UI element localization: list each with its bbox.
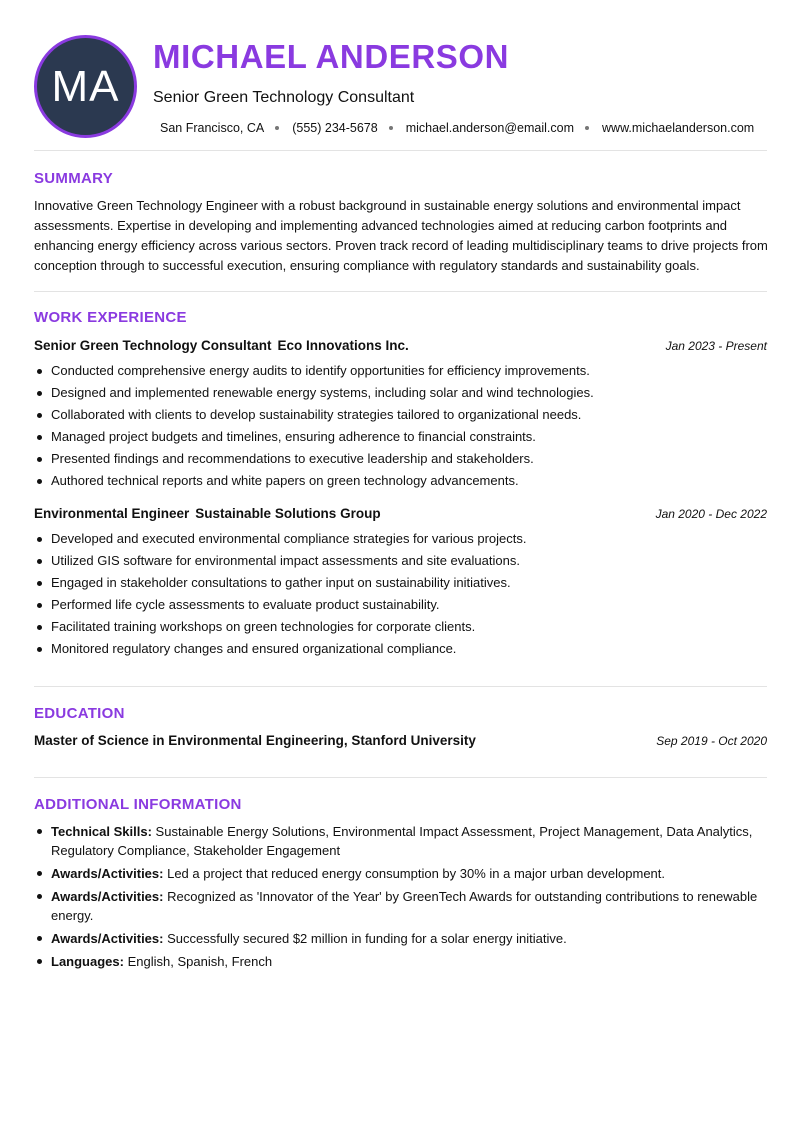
additional-list [34, 822, 767, 975]
education-degree: Master of Science in Environmental Engineering, Stanford University [34, 733, 476, 748]
candidate-title: Senior Green Technology Consultant [153, 89, 415, 106]
info-text: Led a project that reduced energy consumption by 30% in a major urban development. [167, 866, 666, 881]
additional-heading: ADDITIONAL INFORMATION [34, 796, 242, 813]
job-bullets [34, 360, 767, 492]
contact-website[interactable]: www.michaelanderson.com [602, 121, 755, 135]
info-label: Awards/Activities: [51, 889, 164, 904]
avatar-initials: MA [51, 61, 120, 111]
job-dates: Jan 2023 - Present [665, 339, 767, 353]
info-label: Technical Skills: [51, 824, 152, 839]
job-bullets [34, 528, 767, 660]
list-item: Monitored regulatory changes and ensured organizational compliance. [34, 638, 767, 660]
info-text: Recognized as 'Innovator of the Year' by GreenTech Awards for outstanding contributions to renewable energy. [51, 889, 758, 923]
job-role: Senior Green Technology Consultant [34, 338, 272, 353]
job-role: Environmental Engineer [34, 506, 190, 521]
list-item: Developed and executed environmental compliance strategies for various projects. [34, 528, 767, 550]
list-item [34, 929, 767, 948]
section-divider [34, 777, 767, 778]
info-label: Languages: [51, 954, 124, 969]
avatar [34, 35, 137, 138]
list-item: Performed life cycle assessments to evaluate product sustainability. [34, 594, 767, 616]
list-item: Authored technical reports and white papers on green technology advancements. [34, 470, 767, 492]
info-text: Successfully secured $2 million in funding for a solar energy initiative. [167, 931, 567, 946]
list-item: Conducted comprehensive energy audits to identify opportunities for efficiency improvements. [34, 360, 767, 382]
job-header [34, 338, 767, 356]
contact-location: San Francisco, CA [160, 121, 265, 135]
info-text: English, Spanish, French [127, 954, 273, 969]
list-item: Engaged in stakeholder consultations to gather input on sustainability initiatives. [34, 572, 767, 594]
contact-row [160, 121, 754, 135]
list-item: Collaborated with clients to develop sustainability strategies tailored to organizational needs. [34, 404, 767, 426]
separator-dot-icon [275, 126, 279, 130]
job-role-line [34, 338, 409, 353]
list-item: Managed project budgets and timelines, ensuring adherence to financial constraints. [34, 426, 767, 448]
section-divider [34, 686, 767, 687]
job-company: Eco Innovations Inc. [277, 338, 409, 353]
contact-email[interactable]: michael.anderson@email.com [405, 121, 575, 135]
list-item [34, 952, 767, 971]
separator-dot-icon [389, 126, 393, 130]
list-item [34, 822, 767, 860]
education-entry [34, 733, 767, 748]
list-item: Designed and implemented renewable energy systems, including solar and wind technologies. [34, 382, 767, 404]
education-dates: Sep 2019 - Oct 2020 [656, 734, 767, 748]
summary-heading: SUMMARY [34, 170, 114, 187]
info-label: Awards/Activities: [51, 931, 164, 946]
list-item [34, 887, 767, 925]
education-heading: EDUCATION [34, 705, 125, 722]
job-company: Sustainable Solutions Group [195, 506, 381, 521]
experience-heading: WORK EXPERIENCE [34, 309, 187, 326]
job-header [34, 506, 767, 524]
contact-phone: (555) 234-5678 [292, 121, 378, 135]
list-item: Utilized GIS software for environmental impact assessments and site evaluations. [34, 550, 767, 572]
info-label: Awards/Activities: [51, 866, 164, 881]
separator-dot-icon [585, 126, 589, 130]
list-item: Presented findings and recommendations to executive leadership and stakeholders. [34, 448, 767, 470]
section-divider [34, 150, 767, 151]
list-item [34, 864, 767, 883]
section-divider [34, 291, 767, 292]
info-text: Sustainable Energy Solutions, Environmental Impact Assessment, Project Management, Data Analytics, Regulatory Compliance, Stakeholder Engagement [51, 824, 753, 858]
candidate-name: MICHAEL ANDERSON [153, 38, 510, 75]
job-dates: Jan 2020 - Dec 2022 [655, 507, 767, 521]
job-role-line [34, 506, 381, 521]
summary-text: Innovative Green Technology Engineer with a robust background in sustainable energy solutions and environmental impact assessments. Expertise in developing and implementing advanced technologies aimed at reducing carbon footprints and enhancing energy efficiency across various sectors. Proven track record of leading multidisciplinary teams to drive projects from conception through to successful execution, ensuring compliance with regulatory standards and sustainability goals. [34, 198, 768, 273]
list-item: Facilitated training workshops on green technologies for corporate clients. [34, 616, 767, 638]
